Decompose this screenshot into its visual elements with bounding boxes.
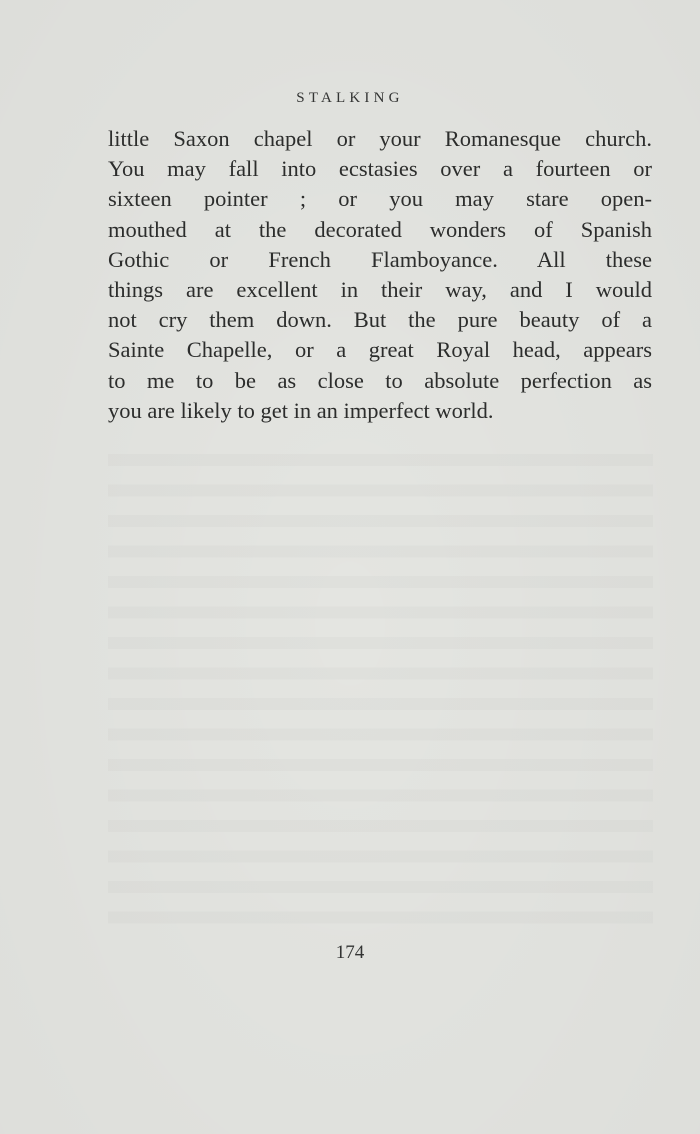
text-line: mouthed at the decorated wonders of Spanish — [108, 216, 652, 242]
running-head: STALKING — [296, 90, 404, 106]
text-line: to me to be as close to absolute perfection as — [108, 367, 652, 393]
text-line: sixteen pointer ; or you may stare open- — [108, 186, 652, 212]
text-line: Sainte Chapelle, or a great Royal head, appears — [108, 337, 652, 363]
body-text — [108, 124, 652, 426]
show-through-texture — [108, 440, 653, 940]
text-line: you are likely to get in an imperfect world. — [108, 397, 494, 423]
text-line: things are excellent in their way, and I would — [108, 276, 652, 302]
text-line: little Saxon chapel or your Romanesque church. — [108, 126, 652, 151]
page-number: 174 — [335, 942, 365, 963]
text-line: Gothic or French Flamboyance. All these — [108, 246, 652, 272]
text-line: not cry them down. But the pure beauty of a — [108, 307, 652, 333]
text-line: You may fall into ecstasies over a fourteen or — [108, 156, 652, 182]
